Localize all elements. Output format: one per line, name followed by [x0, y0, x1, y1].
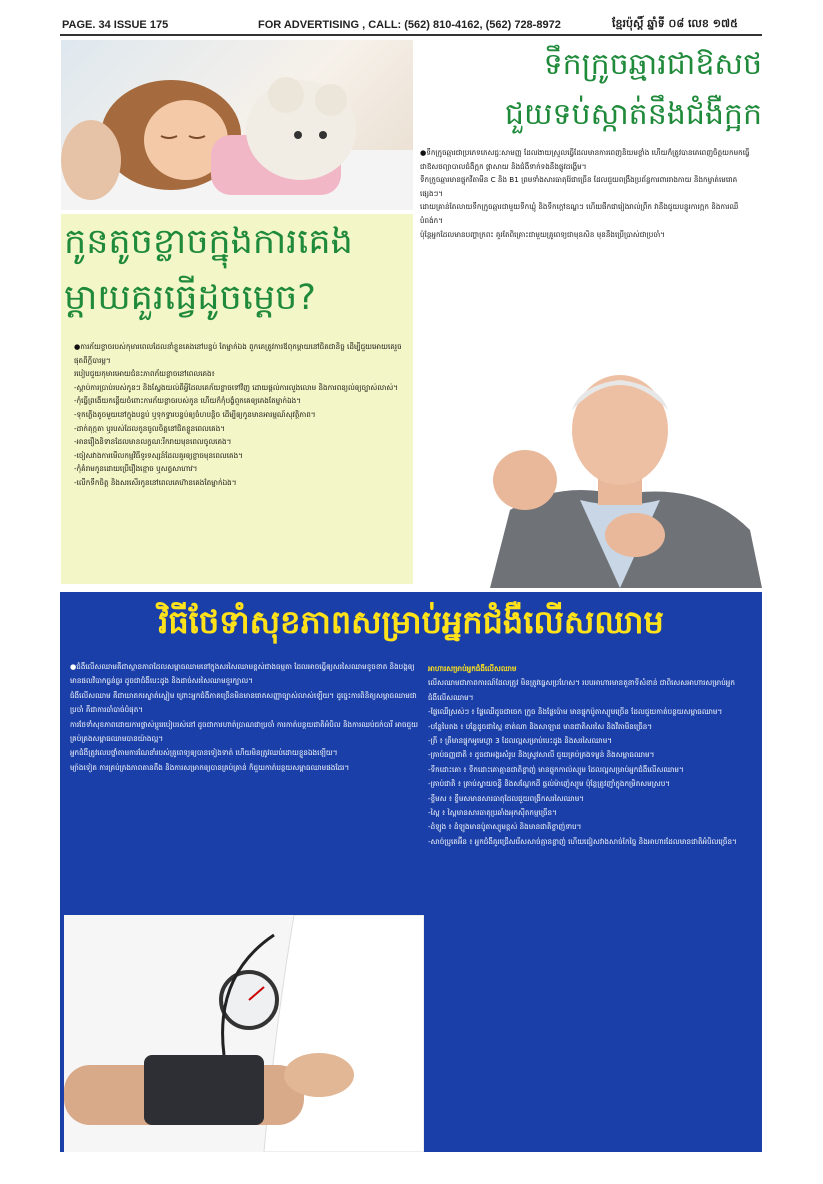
page-issue-label: PAGE. 34 ISSUE 175 [62, 19, 169, 31]
lemon-article-body [420, 146, 760, 354]
hypertension-paragraph: ម្យ៉ាងទៀត ការគ្រប់គ្រងភាពតានតឹង និងការសម្រាកឲ្យបានគ្រប់គ្រាន់ ក៏ជួយកាត់បន្ថយសម្ពាធឈាមផងដែរ។ [70, 762, 350, 772]
lemon-title-line1: ទឹកក្រូចឆ្មារជាឱសថ [543, 47, 762, 82]
food-item: -គ្រាប់ជាតិ ៖ គ្រាប់ស្វាយចន្ទី និងសណ្តែកដី ផ្តល់ម៉ាញ៉េស្យូម ប៉ុន្តែត្រូវញ៉ាំក្នុងកម្រិតសមស្រប។ [428, 779, 670, 789]
food-item: -សាច់ប្រូតេអ៊ីន ៖ អ្នកជំងឺគួរជ្រើសរើសសាច់គ្មានខ្លាញ់ ហើយជៀសវាងសាច់កែច្នៃ និងអាហារដែលមានជាតិអំបិលច្រើន។ [428, 836, 737, 846]
lemon-title-line2: ជួយទប់ស្កាត់នឹងជំងឺក្អក [504, 97, 762, 132]
hypertension-banner-title: វិធីថែទាំសុខភាពសម្រាប់អ្នកជំងឺលើសឈាម [158, 603, 664, 641]
lemon-paragraph: ទឹកក្រូចឆ្មារមានផ្ទុកវីតាមីន C និង B1 ព្រមទាំងសារធាតុរ៉ែជាច្រើន ដែលជួយពង្រឹងប្រព័ន្ធការពាររាងកាយ និងកម្ចាត់មេរោគផ្សេងៗ។ [420, 175, 738, 198]
food-paragraph: លើសឈាមជាភាពការណ៍ដែលត្រូវ មិនត្រូវធ្វេសប្រហែស។ របបអាហារមានតួនាទីសំខាន់ ជាពិសេសអាហារសម្រាប់អ្នកជំងឺលើសឈាម។ [428, 678, 735, 702]
sleep-paragraph: -កុំគំរាមកូនដោយប្រើរឿងខ្មោច ឬសត្វសាហាវ។ [74, 464, 198, 474]
food-item: -ស្ពៃ ៖ ស្ពៃមានសារធាតុប្រឆាំងអុកស៊ីតកម្មច្រើន។ [428, 808, 557, 818]
sleep-paragraph: -ចៀសវាងការមើលកម្មវិធីទូរទស្សន៍ដែលគួរឲ្យខ្លាចមុនពេលគេង។ [74, 450, 243, 460]
advertising-contact: FOR ADVERTISING , CALL: (562) 810-4162, (562) 728-8972 [258, 19, 561, 31]
food-item: -ត្រី ៖ ត្រីមានផ្ទុកអូមេហ្គា 3 ដែលល្អសម្រាប់បេះដូង និងសរសៃឈាម។ [428, 736, 612, 746]
hypertension-paragraph: ជំងឺលើសឈាម គឺជាឃាតករស្ងាត់ស្ងៀម ព្រោះអ្នកជំងឺភាគច្រើនមិនមានរោគសញ្ញាច្បាស់លាស់ឡើយ។ ដូច្នេះការពិនិត្យសម្ពាធឈាមជាប្រចាំ គឺជាការចាំបាច់បំផុត។ [70, 690, 417, 715]
coughing-man-photo [470, 360, 762, 588]
sleeping-child-photo [61, 40, 413, 210]
sleep-article-body [74, 340, 404, 580]
hypertension-paragraph: ●ជំងឺលើសឈាមគឺជាស្ថានភាពដែលសម្ពាធឈាមនៅក្នុងសរសៃឈាមខ្ពស់ជាងធម្មតា ដែលអាចធ្វើឲ្យសរសៃឈាមខូចខាត និងបង្កឲ្យមានផលវិបាកធ្ងន់ធ្ងរ ដូចជាជំងឺបេះដូង និងដាច់សរសៃឈាមខួរក្បាល។ [70, 662, 415, 686]
hypertension-paragraph: អ្នកជំងឺត្រូវលេបថ្នាំតាមការណែនាំរបស់គ្រូពេទ្យឲ្យបានទៀងទាត់ ហើយមិនត្រូវឈប់ដោយខ្លួនឯងឡើយ។ [70, 748, 338, 758]
lemon-paragraph: ●ទឹកក្រូចឆ្មារជាប្រភេទភេសជ្ជៈសាមញ្ញ ដែលងាយស្រួលធ្វើដែលមានការពេញនិយមខ្លាំង ហើយក៏ត្រូវបានគេពេញចិត្តយកមកធ្វើជាឱសថព្យាបាលជំងឺក្អក ផ្តាសាយ និងជំងឺទាក់ទងនឹងផ្លូវដង្ហើម។ [420, 148, 750, 171]
lemon-paragraph: ប៉ុន្តែអ្នកដែលមានបញ្ហាក្រពះ គួរតែពិគ្រោះជាមួយគ្រូពេទ្យជាមុនសិន មុននឹងប្រើប្រាស់ជាប្រចាំ។ [420, 229, 665, 239]
sleep-paragraph: -កុំធ្វើព្រងើយកន្តើយចំពោះការភ័យខ្លាចរបស់កូន ហើយក៏កុំបង្ខំពួកគេឲ្យគេងតែម្នាក់ឯង។ [74, 396, 301, 406]
publication-label: ខ្មែរប៉ុស្តិ៍ ឆ្នាំទី ០៨ លេខ ១៧៥ [612, 17, 738, 30]
sleep-paragraph: របៀបជួយកុមារអោយជំនះភាពភ័យខ្លាចនៅពេលគេង៖ [74, 369, 215, 379]
hypertension-right-body [428, 662, 758, 1150]
food-item: -ទឹកដោះគោ ៖ ទឹកដោះគោគ្មានជាតិខ្លាញ់ មានផ្ទុកកាល់ស្យូម ដែលល្អសម្រាប់អ្នកជំងឺលើសឈាម។ [428, 764, 684, 774]
sleep-paragraph: -ស្តាប់ការប្រាប់របស់កូនៗ និងស្វែងយល់ពីអ្វីដែលគេភ័យខ្លាចទៅវិញ ដោយផ្តល់ការលួងលោម និងការពន្យល់ឲ្យច្បាស់លាស់។ [74, 382, 398, 392]
food-item: -គ្រាប់ធញ្ញជាតិ ៖ ដូចជាអង្ករសំរូប និងស្រូវសាលី ជួយគ្រប់គ្រងទម្ងន់ និងសម្ពាធឈាម។ [428, 750, 655, 760]
sleep-paragraph: -ទុកភ្លើងតូចមួយនៅក្នុងបន្ទប់ ឬទុកទ្វារបន្ទប់ឲ្យចំហបន្តិច ដើម្បីឲ្យកូនមានអារម្មណ៍សុវត្ថិភាព។ [74, 409, 316, 419]
header-rule [60, 34, 762, 36]
sleep-paragraph: -លើកទឹកចិត្ត និងសរសើរកូននៅពេលគេហ៊ានគេងតែម្នាក់ឯង។ [74, 477, 237, 487]
hypertension-left-body [70, 660, 420, 912]
sleep-title-line1: កូនតូចខ្លាចក្នុងការគេង [64, 222, 353, 262]
food-item: -បន្លែបៃតង ៖ បន្លែដូចជាស្ពៃ ខាត់ណា និងសាឡាដ មានជាតិសរសៃ និងវីតាមីនច្រើន។ [428, 721, 653, 731]
sleep-paragraph: -ដាក់តុក្កតា ឬរបស់ដែលកូនចូលចិត្តនៅជិតខ្លួនពេលគេង។ [74, 423, 226, 433]
sleep-article-title [64, 214, 414, 326]
lemon-article-title [418, 40, 762, 140]
sleep-paragraph: -អានរឿងនិទានដែលមានលក្ខណៈរីករាយមុនពេលចូលគេង។ [74, 437, 232, 447]
sleep-title-line2: ម្តាយគួរធ្វើដូចម្តេច? [64, 278, 316, 318]
hypertension-paragraph: ការថែទាំសុខភាពដោយការផ្លាស់ប្តូររបៀបរស់នៅ ដូចជាការហាត់ប្រាណជាប្រចាំ ការកាត់បន្ថយជាតិអំបិល និងការឈប់ជក់បារី អាចជួយគ្រប់គ្រងសម្ពាធឈាមបានយ៉ាងល្អ។ [70, 719, 418, 744]
food-item: -ដំឡូង ៖ ដំឡូងមានប៉ូតាស្យូមខ្ពស់ និងមានជាតិខ្លាញ់ទាប។ [428, 822, 582, 832]
food-list-heading: អាហារសម្រាប់អ្នកជំងឺលើសឈាម [428, 664, 517, 673]
lemon-paragraph: ដោយគ្រាន់តែលាយទឹកក្រូចឆ្មារជាមួយទឹកឃ្មុំ និងទឹកក្តៅឧណ្ហៗ ហើយផឹកជារៀងរាល់ព្រឹក វានឹងជួយបន្ធូរការក្អក និងការឈឺបំពង់ក។ [420, 202, 739, 225]
food-item: -ផ្លែឈើស្រស់ៗ ៖ ផ្លែឈើដូចជាចេក ក្រូច និងផ្លែប៉ោម មានផ្ទុកប៉ូតាស្យូមច្រើន ដែលជួយកាត់បន្ថយសម្ពាធឈាម។ [428, 707, 723, 717]
food-item: -ខ្ទឹមស ៖ ខ្ទឹមសមានសារធាតុដែលជួយពង្រីកសរសៃឈាម។ [428, 793, 585, 803]
sleep-paragraph: ●ការភ័យខ្លាចរបស់កុមារពេលដែលនាំខ្លួនគេងនៅបន្ទប់ តែម្នាក់ឯង ពួកគេត្រូវការឪពុកម្តាយនៅជិតជានិច្ច ដើម្បីជួយអោយគេរួចផុតពីក្តីបារម្ភ។ [74, 342, 402, 365]
blood-pressure-photo [64, 915, 424, 1152]
